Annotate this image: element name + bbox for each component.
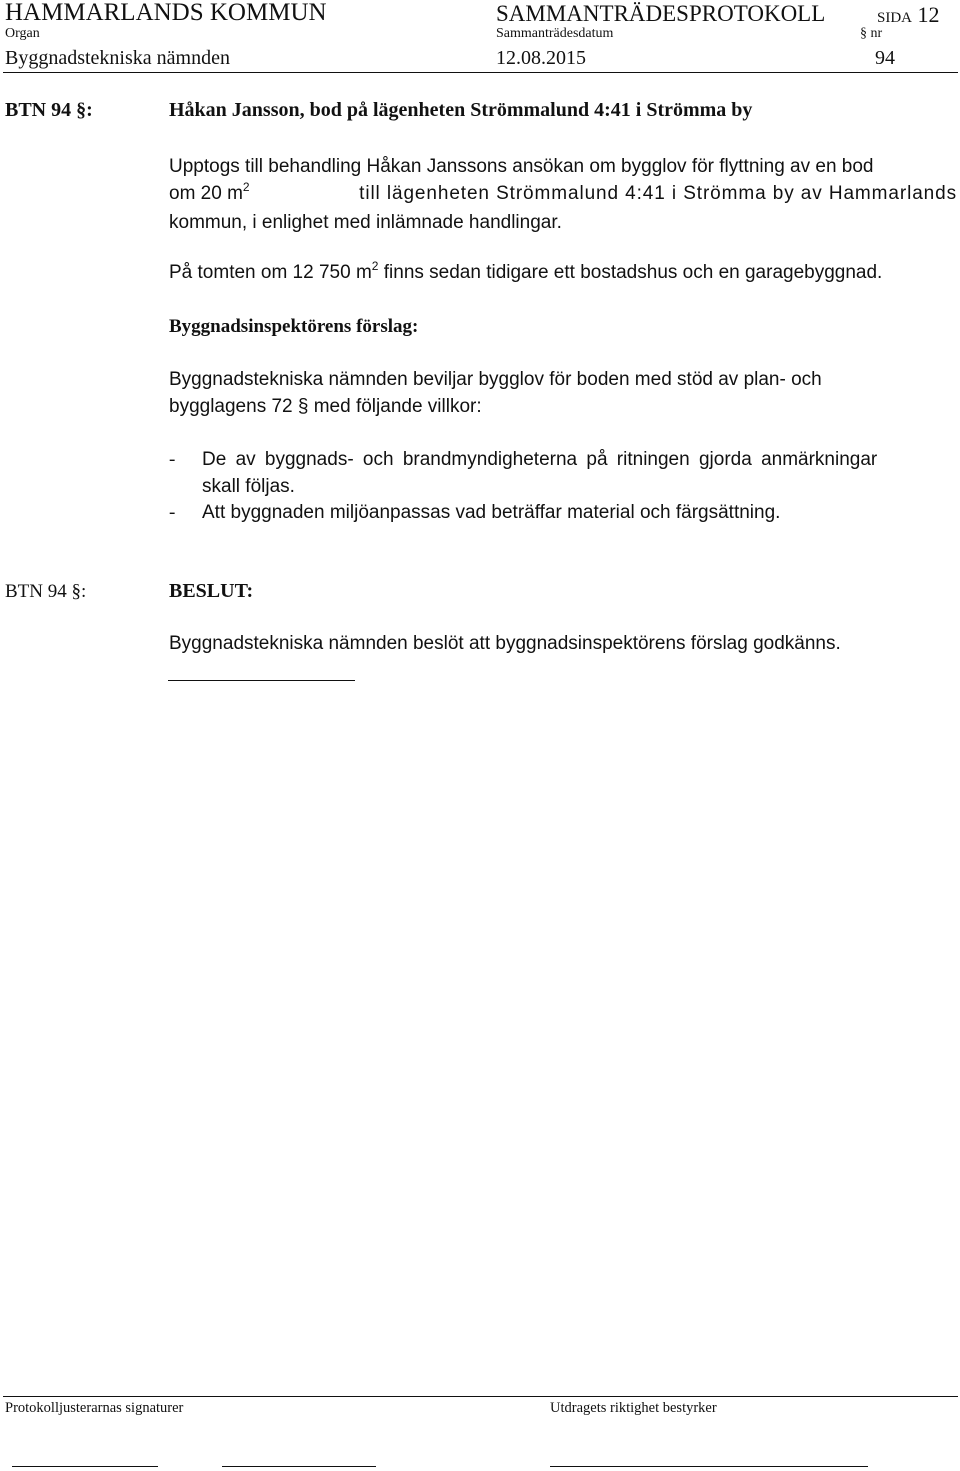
section-title: Håkan Jansson, bod på lägenheten Strömmalund 4:41 i Strömma by [169, 99, 753, 121]
signature-line [12, 1466, 158, 1467]
intro-line-3: kommun, i enlighet med inlämnade handlingar. [169, 212, 562, 233]
certify-label: Utdragets riktighet bestyrker [550, 1400, 717, 1416]
header-divider [3, 72, 958, 73]
proposal-paragraph [169, 366, 957, 420]
organ-value: Byggnadstekniska nämnden [5, 47, 230, 69]
page-indicator [877, 2, 940, 31]
intro-line-2-start: om 20 $m^2$ [169, 180, 250, 204]
decision-reference: BTN 94 §: [5, 581, 87, 602]
intro-line-1: Upptogs till behandling Håkan Janssons ansökan om bygglov för flyttning av en bod [169, 156, 874, 177]
page-prefix: SIDA [877, 10, 913, 26]
decision-text: Byggnadstekniska nämnden beslöt att byggnadsinspektörens förslag godkänns. [169, 633, 841, 654]
condition-line: Att byggnaden miljöanpassas vad beträffar material och färgsättning. [202, 502, 781, 523]
footer-divider [3, 1396, 958, 1397]
proposal-line-2: bygglagens 72 § med följande villkor: [169, 396, 482, 417]
signature-line [222, 1466, 376, 1467]
intro-line-2 [169, 180, 957, 209]
organ-label: Organ [5, 26, 40, 41]
meeting-date: 12.08.2015 [496, 47, 586, 69]
municipality-name: HAMMARLANDS KOMMUN [5, 0, 327, 26]
date-label: Sammanträdesdatum [496, 26, 614, 41]
condition-line: De av byggnads- och brandmyndigheterna på ritningen gjorda anmärkningar [202, 449, 878, 470]
page-number: 12 [917, 2, 940, 27]
paragraph-number: 94 [875, 47, 895, 69]
signatures-label: Protokolljusterarnas signaturer [5, 1400, 184, 1416]
section-reference: BTN 94 §: [5, 99, 93, 121]
proposal-heading: Byggnadsinspektörens förslag: [169, 316, 419, 337]
plot-paragraph: På tomten om 12 750 $m^2$ finns sedan tidigare ett bostadshus och en garagebyggnad. [169, 259, 883, 283]
decision-heading: BESLUT: [169, 580, 254, 602]
proposal-line-1: Byggnadstekniska nämnden beviljar bygglov för boden med stöd av plan- och [169, 369, 822, 390]
end-rule [168, 680, 355, 681]
paragraph-number-label: § nr [860, 26, 883, 41]
condition-line: skall följas. [202, 476, 295, 497]
intro-line-2-rest: till lägenheten Strömmalund 4:41 i Strömma by av Hammarlands [359, 183, 957, 204]
list-dash: - [169, 449, 176, 470]
list-dash: - [169, 502, 176, 523]
protocol-title: SAMMANTRÄDESPROTOKOLL [496, 1, 826, 26]
certification-line [550, 1466, 868, 1467]
intro-paragraph [169, 153, 957, 236]
